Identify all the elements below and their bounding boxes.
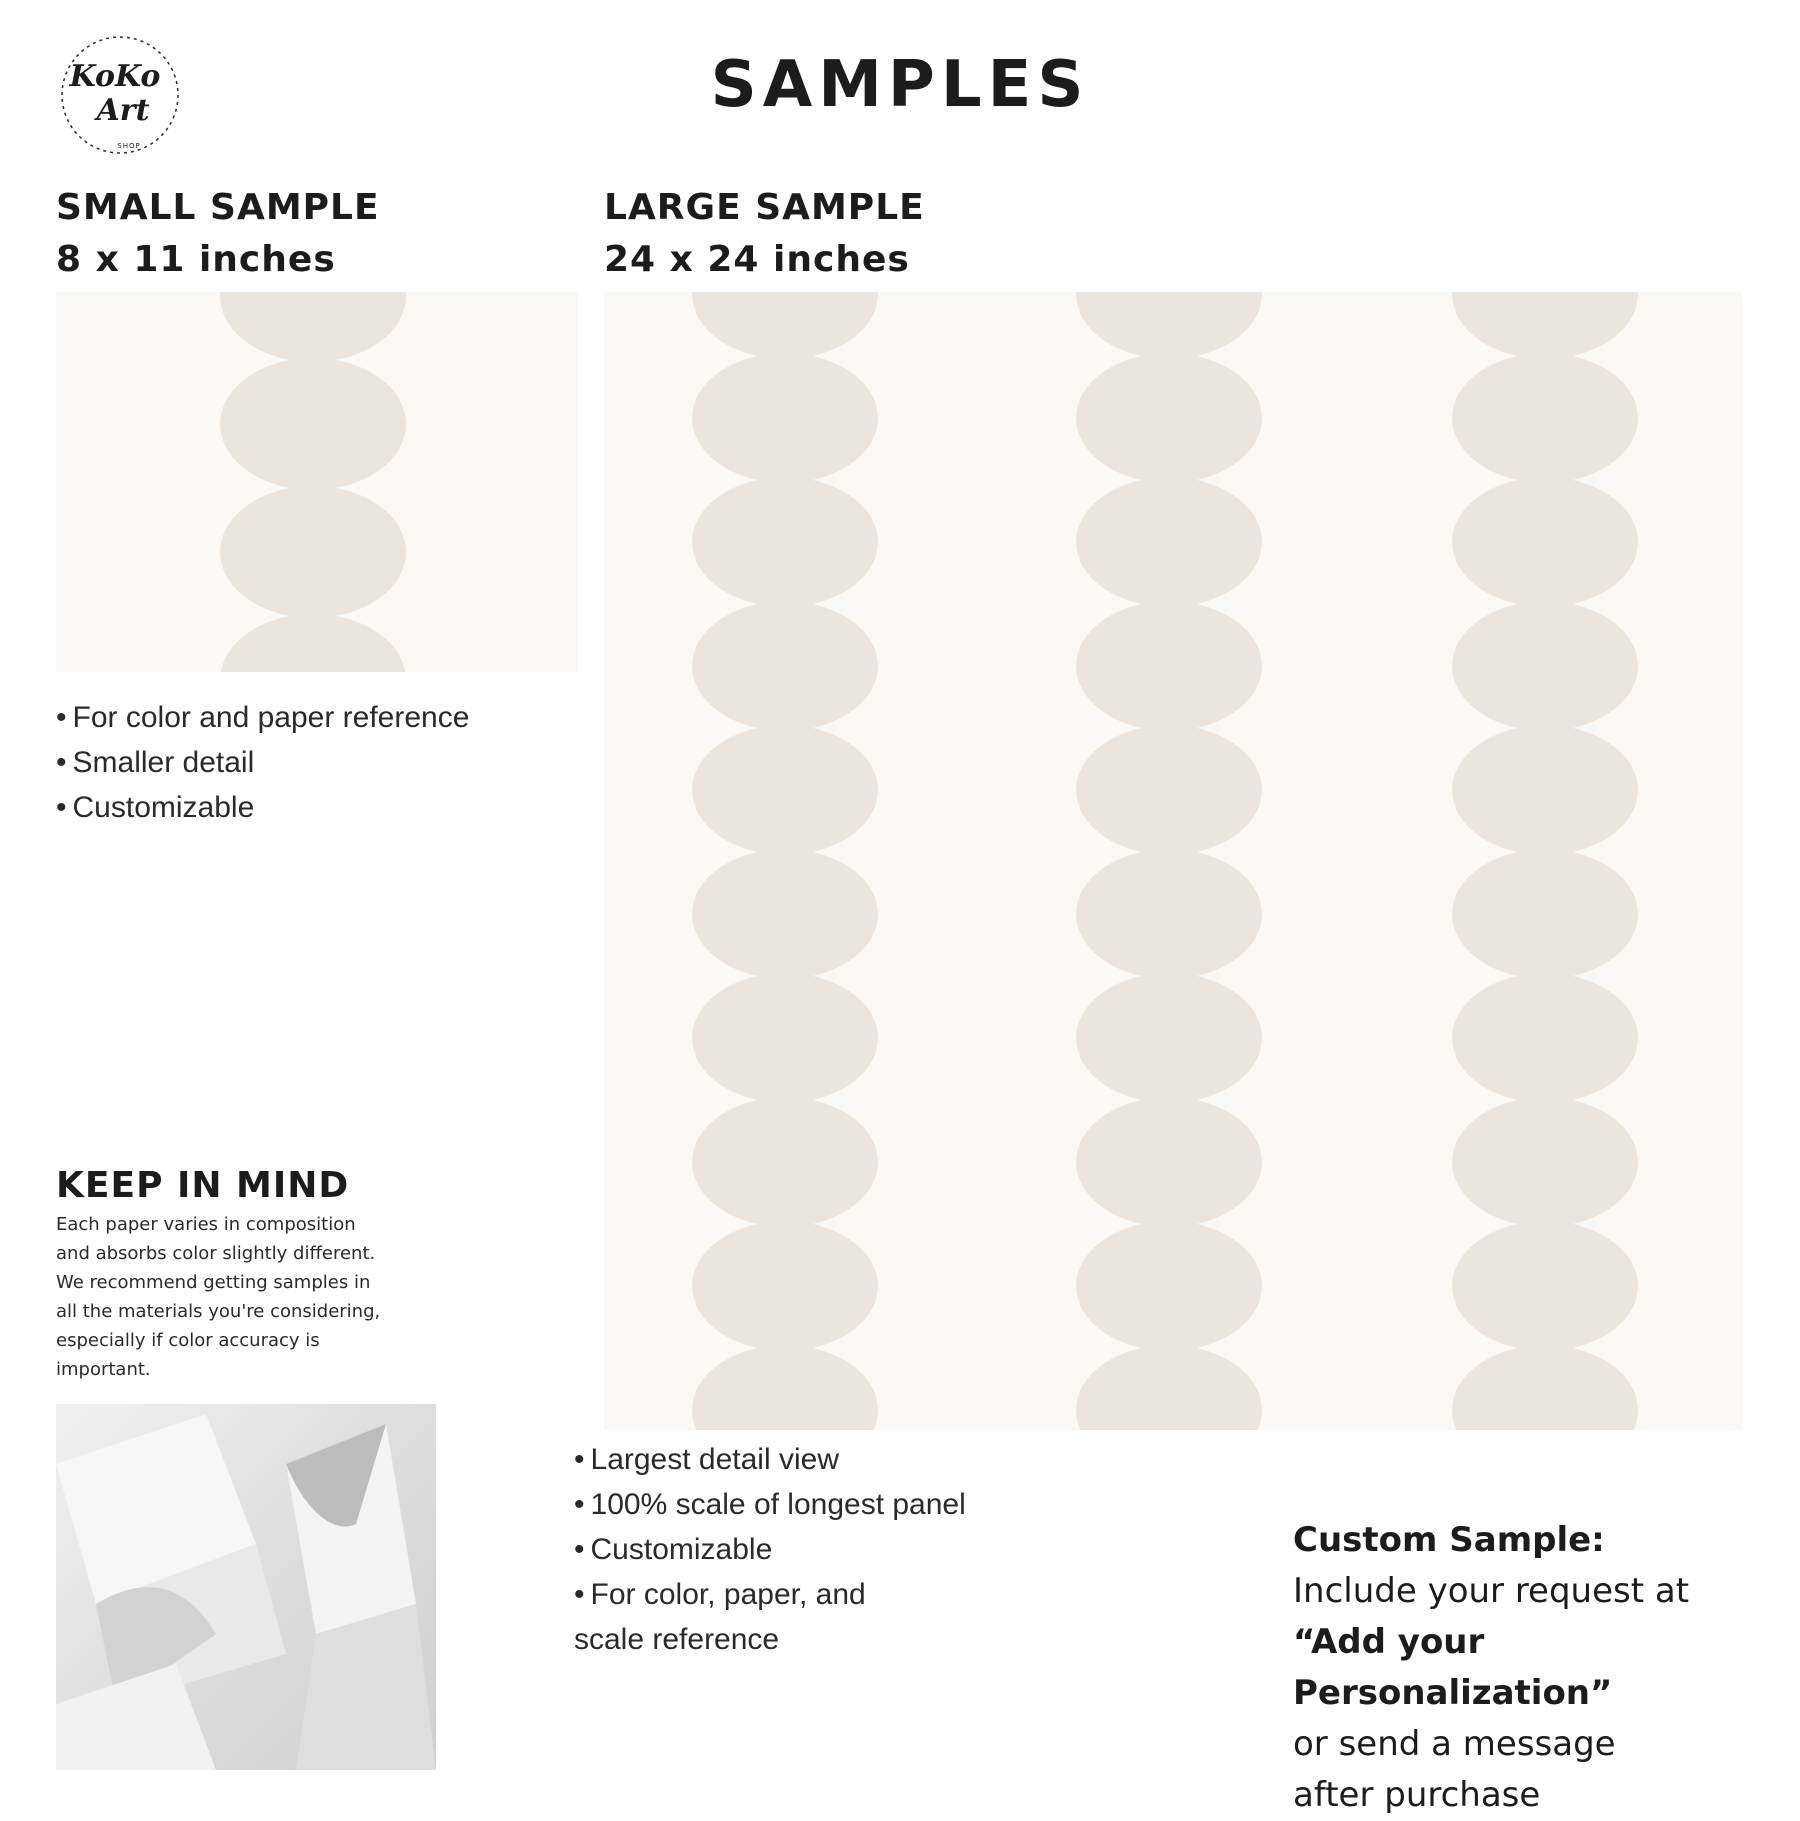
custom-sample-info [1293,1515,1763,1821]
logo-text-top: KoKo [69,59,161,94]
list-item: • Smaller detail [56,740,469,785]
keep-in-mind-line: and absorbs color slightly different. [56,1243,376,1264]
custom-sample-heading: Custom Sample: [1293,1520,1605,1560]
keep-in-mind-line: all the materials you're considering, [56,1301,381,1322]
list-item: • 100% scale of longest panel [574,1482,966,1527]
keep-in-mind-line: important. [56,1359,151,1380]
keep-in-mind-line: Each paper varies in composition [56,1214,356,1235]
small-sample-size: 8 x 11 inches [56,239,336,280]
list-item: • Customizable [56,785,469,830]
custom-sample-emphasis: “Add your Personalization” [1293,1622,1613,1713]
custom-sample-line: or send a message [1293,1724,1616,1764]
large-sample-size: 24 x 24 inches [604,239,910,280]
logo-text-bottom: Art [96,93,150,128]
list-item: • Customizable [574,1527,966,1572]
keep-in-mind-line: especially if color accuracy is [56,1330,320,1351]
keep-in-mind-section [56,1162,436,1384]
large-sample-image [604,292,1742,1430]
keep-in-mind-body [56,1210,436,1384]
list-item: • Largest detail view [574,1437,966,1482]
small-sample-image [56,292,578,672]
large-sample-features [574,1437,966,1662]
large-sample-heading [604,182,925,286]
small-sample-features [56,695,469,830]
list-item-continuation: scale reference [574,1623,780,1656]
custom-sample-line: Include your request at [1293,1571,1690,1611]
custom-sample-line: after purchase [1293,1775,1541,1815]
small-sample-title: SMALL SAMPLE [56,187,380,228]
large-sample-title: LARGE SAMPLE [604,187,925,228]
keep-in-mind-title: KEEP IN MIND [56,1165,350,1206]
paper-materials-photo [56,1404,436,1770]
list-item: • For color, paper, and [574,1572,966,1617]
page-title: SAMPLES [710,48,1090,122]
list-item: • For color and paper reference [56,695,469,740]
keep-in-mind-line: We recommend getting samples in [56,1272,371,1293]
small-sample-heading [56,182,380,286]
large-sample-list [574,1437,966,1617]
logo-text-shop: SHOP [117,142,141,150]
